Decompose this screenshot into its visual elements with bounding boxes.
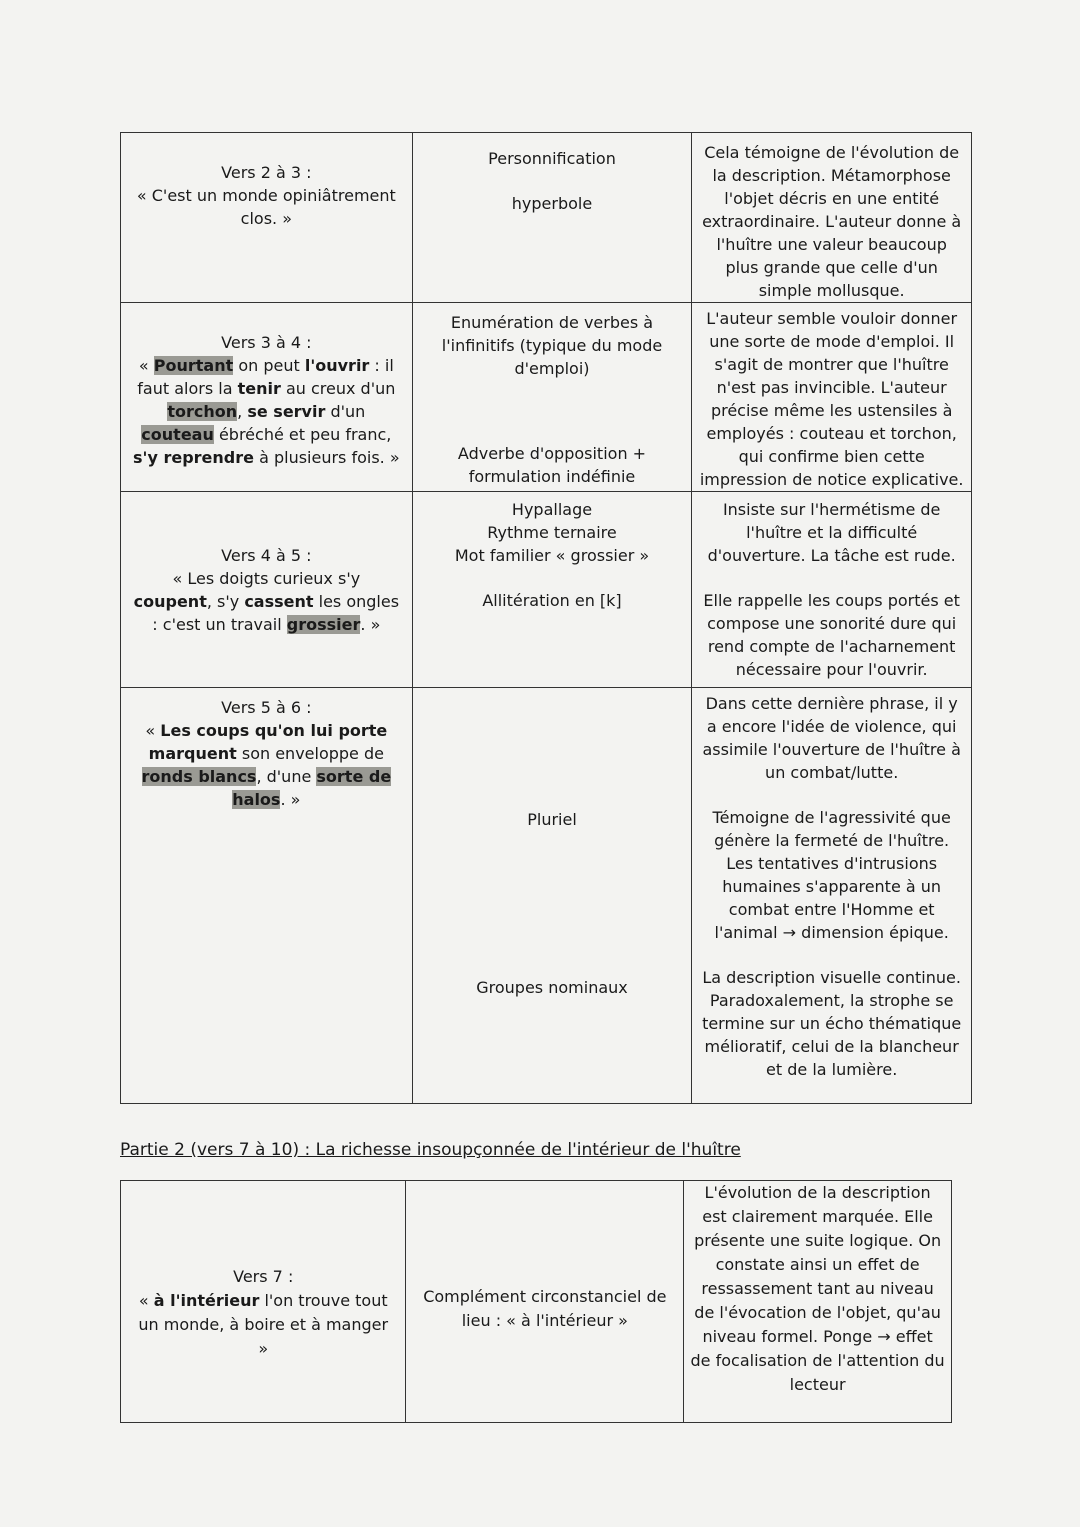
table-row (121, 1181, 952, 1423)
verse-label: Vers 3 à 4 : (221, 333, 312, 352)
analysis-text: Témoigne de l'agressivité que génère la fermeté de l'huître. Les tentatives d'intrusions humaines s'apparente à un combat entre l'Homme et l'animal → dimension épique. (712, 808, 951, 942)
analysis-cell (692, 133, 972, 303)
figure-label: Hypallage (511, 500, 593, 519)
verse-cell (121, 303, 413, 492)
analysis-text: Dans cette dernière phrase, il y a encore l'idée de violence, qui assimile l'ouverture de l'huître à un combat/lutte. (702, 694, 961, 782)
figure-label: hyperbole (511, 194, 593, 213)
figure-cell (412, 133, 692, 303)
verse-cell (121, 492, 413, 688)
figure-label: Mot familier « grossier » (454, 546, 650, 565)
analysis-table-part2 (120, 1180, 952, 1423)
figure-label: Allitération en [k] (482, 591, 622, 610)
verse-quote: « à l'intérieur l'on trouve tout un monde, à boire et à manger » (138, 1291, 389, 1358)
figure-cell (412, 688, 692, 1104)
analysis-text: Cela témoigne de l'évolution de la description. Métamorphose l'objet décris en une entité extraordinaire. L'auteur donne à l'huître une valeur beaucoup plus grande que celle d'un simple mollusque. (702, 143, 962, 300)
figure-label: Groupes nominaux (476, 978, 628, 997)
table-row (121, 303, 972, 492)
analysis-text: L'auteur semble vouloir donner une sorte de mode d'emploi. Il s'agit de montrer que l'huître n'est pas invincible. L'auteur précise même les ustensiles à employés : couteau et torchon, qui confirme bien cette impression de notice explicative. (699, 309, 964, 489)
verse-label: Vers 7 : (233, 1267, 294, 1286)
verse-label: Vers 4 à 5 : (221, 546, 312, 565)
table-row (121, 688, 972, 1104)
analysis-cell (692, 492, 972, 688)
figure-cell (412, 492, 692, 688)
verse-label: Vers 5 à 6 : (221, 698, 312, 717)
figure-label: Personnification (488, 149, 616, 168)
verse-cell (121, 133, 413, 303)
figure-label: Adverbe d'opposition + formulation indéfinie (457, 444, 647, 486)
analysis-text: L'évolution de la description est clairement marquée. Elle présente une suite logique. On constate ainsi un effet de ressassement tant au niveau de l'évocation de l'objet, qu'au niveau formel. Ponge → effet de focalisation de l'attention du lecteur (690, 1183, 945, 1394)
analysis-table (120, 132, 972, 1104)
section-heading: Partie 2 (vers 7 à 10) : La richesse insoupçonnée de l'intérieur de l'huître (120, 1140, 741, 1160)
analysis-text: Insiste sur l'hermétisme de l'huître et la difficulté d'ouverture. La tâche est rude. (707, 500, 956, 565)
verse-cell (121, 1181, 406, 1423)
analysis-cell (684, 1181, 952, 1423)
analysis-text: La description visuelle continue. Paradoxalement, la strophe se termine sur un écho thématique mélioratif, celui de la blancheur et de la lumière. (702, 968, 962, 1079)
verse-quote: « C'est un monde opiniâtrement clos. » (136, 186, 396, 228)
figure-label: Rythme ternaire (487, 523, 617, 542)
table-row (121, 492, 972, 688)
figure-cell (412, 303, 692, 492)
verse-quote: « Les doigts curieux s'y coupent, s'y cassent les ongles : c'est un travail grossier. » (133, 569, 400, 634)
analysis-cell (692, 303, 972, 492)
analysis-cell (692, 688, 972, 1104)
figure-label: Enumération de verbes à l'infinitifs (typique du mode d'emploi) (441, 313, 663, 378)
verse-quote: « Les coups qu'on lui porte marquent son enveloppe de ronds blancs, d'une sorte de halos. » (141, 721, 392, 809)
verse-cell (121, 688, 413, 1104)
analysis-text: Elle rappelle les coups portés et compose une sonorité dure qui rend compte de l'acharnement nécessaire pour l'ouvrir. (703, 591, 960, 679)
figure-label: Complément circonstanciel de lieu : « à l'intérieur » (423, 1287, 667, 1330)
verse-label: Vers 2 à 3 : (221, 163, 312, 182)
figure-label: Pluriel (527, 810, 577, 829)
table-row (121, 133, 972, 303)
figure-cell (406, 1181, 684, 1423)
verse-quote: « Pourtant on peut l'ouvrir : il faut alors la tenir au creux d'un torchon, se servir d'un couteau ébréché et peu franc, s'y reprendre à plusieurs fois. » (133, 356, 400, 467)
